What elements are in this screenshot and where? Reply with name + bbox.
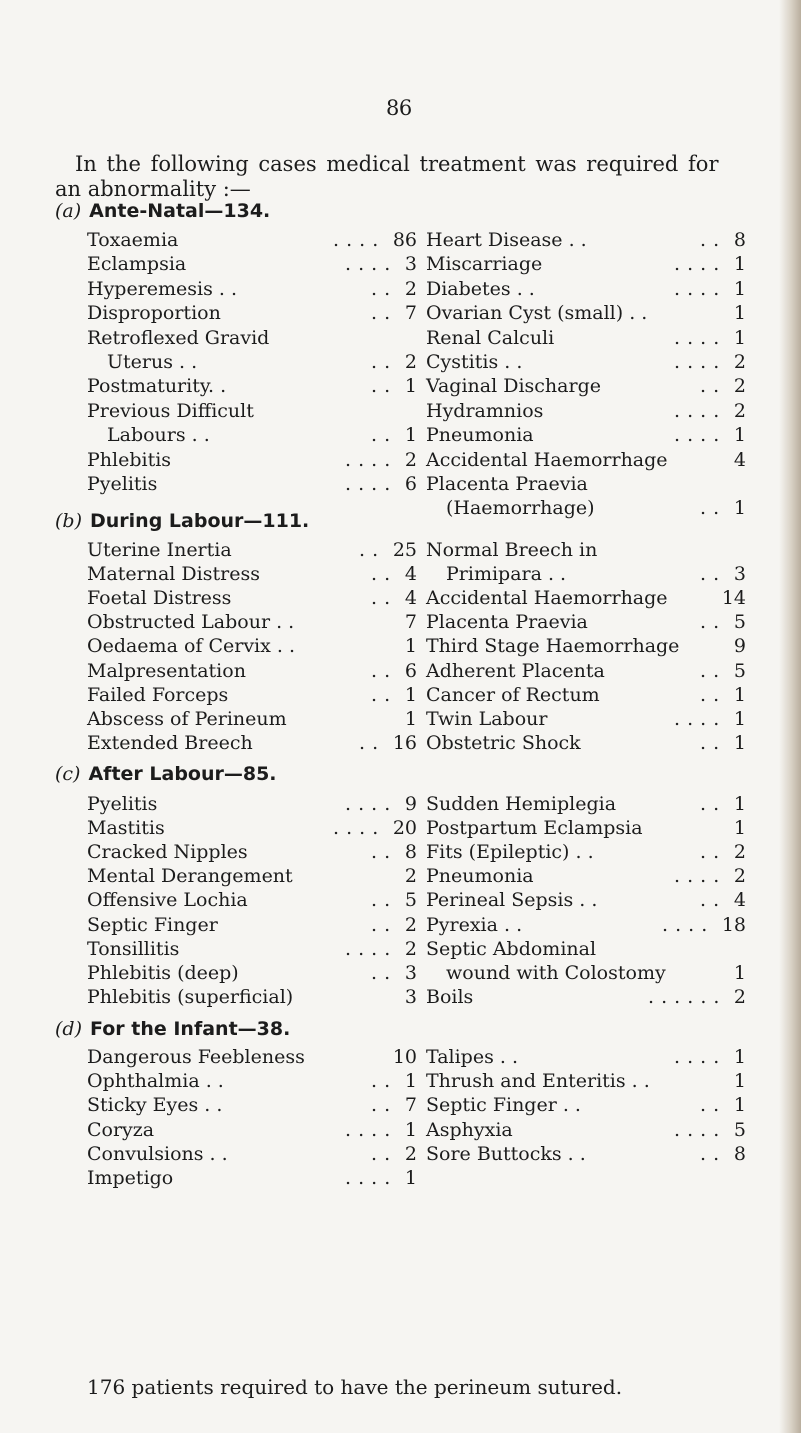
row-value: 4 — [733, 889, 746, 912]
row-label: Septic Abdominal — [426, 937, 597, 960]
row-label: Malpresentation — [87, 659, 246, 682]
row-label: Primipara . . — [446, 563, 567, 586]
row-value: 4 — [404, 563, 417, 586]
row-value: 1 — [733, 731, 746, 754]
row-label: Asphyxia — [426, 1118, 513, 1141]
row-leader-dots: . . . . — [345, 448, 391, 471]
row-leader-dots: . . . . — [674, 865, 720, 888]
row-value: 1 — [404, 707, 417, 730]
row-label: Offensive Lochia — [87, 889, 248, 912]
section-letter: (c) — [55, 763, 81, 785]
row-value: 9 — [404, 793, 417, 815]
row-leader-dots: . . . . — [662, 913, 708, 936]
row-value: 6 — [404, 659, 417, 682]
row-label: Accidental Haemorrhage — [426, 448, 668, 471]
row-label: Normal Breech in — [426, 539, 598, 561]
row-label: Sticky Eyes . . — [87, 1094, 223, 1117]
row-leader-dots: . . . . — [345, 793, 391, 815]
row-value: 2 — [404, 865, 417, 888]
row-leader-dots: . . . . — [674, 707, 720, 730]
row-label: wound with Colostomy — [446, 961, 666, 984]
row-leader-dots: . . — [371, 277, 391, 300]
page-number: 86 — [386, 96, 412, 120]
row-leader-dots: . . — [700, 731, 720, 754]
row-label: Cracked Nipples — [87, 841, 248, 864]
row-value: 1 — [733, 253, 746, 276]
row-value: 2 — [733, 351, 746, 373]
row-label: Pyrexia . . — [426, 913, 523, 936]
row-label: Tonsillitis — [87, 937, 180, 960]
row-label: Hyperemesis . . — [87, 277, 238, 300]
row-label: Septic Finger . . — [426, 1094, 581, 1117]
row-label: Labours . . — [107, 424, 210, 447]
row-leader-dots: . . . . — [674, 424, 720, 447]
row-leader-dots: . . . . — [333, 229, 379, 251]
row-label: Uterine Inertia — [87, 539, 232, 561]
section-title — [55, 200, 270, 222]
row-label: Dangerous Feebleness — [87, 1046, 305, 1068]
row-leader-dots: . . . . — [345, 253, 391, 276]
row-leader-dots: . . — [700, 1142, 720, 1165]
row-label: Postmaturity. . — [87, 375, 227, 398]
row-value: 1 — [733, 424, 746, 447]
row-leader-dots: . . . . . . — [648, 985, 720, 1008]
row-value: 86 — [392, 229, 417, 251]
row-value: 20 — [392, 817, 417, 840]
row-label: Postpartum Eclampsia — [426, 817, 643, 840]
row-leader-dots: . . — [371, 424, 391, 447]
row-value: 5 — [733, 659, 746, 682]
row-value: 4 — [404, 587, 417, 610]
row-label: Obstructed Labour . . — [87, 611, 295, 634]
row-label: Placenta Praevia — [426, 611, 588, 634]
row-value: 2 — [404, 937, 417, 960]
row-value: 1 — [733, 497, 746, 520]
row-label: Vaginal Discharge — [426, 375, 601, 398]
row-leader-dots: . . — [700, 1094, 720, 1117]
row-label: Oedaema of Cervix . . — [87, 635, 295, 658]
page-edge-shadow — [779, 0, 801, 1433]
row-value: 1 — [733, 277, 746, 300]
row-value: 1 — [733, 707, 746, 730]
row-label: Phlebitis (superficial) — [87, 985, 294, 1008]
row-leader-dots: . . . . — [674, 277, 720, 300]
row-label: Impetigo — [87, 1167, 174, 1189]
section-letter: (a) — [55, 200, 82, 222]
row-value: 8 — [733, 1142, 746, 1165]
row-leader-dots: . . — [700, 659, 720, 682]
row-value: 7 — [404, 611, 417, 634]
row-value: 2 — [404, 913, 417, 936]
row-value: 25 — [392, 539, 417, 561]
row-value: 3 — [404, 985, 417, 1008]
row-leader-dots: . . — [371, 375, 391, 398]
row-value: 1 — [733, 1046, 746, 1068]
row-value: 5 — [404, 889, 417, 912]
row-label: Sudden Hemiplegia — [426, 793, 617, 815]
row-value: 2 — [733, 865, 746, 888]
row-value: 18 — [721, 913, 746, 936]
row-value: 2 — [404, 277, 417, 300]
row-leader-dots: . . — [700, 375, 720, 398]
row-label: Abscess of Perineum — [87, 707, 287, 730]
row-label: Pyelitis — [87, 473, 158, 495]
row-leader-dots: . . — [371, 961, 391, 984]
row-leader-dots: . . . . — [674, 326, 720, 349]
row-value: 1 — [733, 817, 746, 840]
row-leader-dots: . . — [371, 659, 391, 682]
row-value: 1 — [404, 1118, 417, 1141]
row-value: 8 — [733, 229, 746, 251]
row-value: 6 — [404, 473, 417, 495]
row-value: 5 — [733, 1118, 746, 1141]
row-value: 1 — [733, 302, 746, 325]
row-label: Ophthalmia . . — [87, 1070, 224, 1093]
row-label: Sore Buttocks . . — [426, 1142, 586, 1165]
row-label: Phlebitis (deep) — [87, 961, 239, 984]
row-label: Thrush and Enteritis . . — [426, 1070, 650, 1093]
row-value: 2 — [404, 448, 417, 471]
row-value: 2 — [404, 1142, 417, 1165]
row-value: 16 — [392, 731, 417, 754]
section-heading: For the Infant—38. — [90, 1018, 291, 1040]
row-value: 9 — [733, 635, 746, 658]
section-heading: Ante-Natal—134. — [89, 200, 271, 222]
row-label: Mental Derangement — [87, 865, 293, 888]
row-value: 7 — [404, 1094, 417, 1117]
row-leader-dots: . . — [371, 351, 391, 373]
row-leader-dots: . . — [359, 539, 379, 561]
row-label: Heart Disease . . — [426, 229, 587, 251]
section-heading: During Labour—111. — [90, 510, 310, 532]
row-leader-dots: . . . . — [674, 1046, 720, 1068]
row-label: Pneumonia — [426, 424, 534, 447]
row-leader-dots: . . — [700, 793, 720, 815]
row-leader-dots: . . — [371, 1142, 391, 1165]
row-value: 2 — [404, 351, 417, 373]
row-leader-dots: . . — [700, 563, 720, 586]
row-value: 1 — [404, 1070, 417, 1093]
row-label: Toxaemia — [87, 229, 179, 251]
row-value: 1 — [733, 683, 746, 706]
row-label: Obstetric Shock — [426, 731, 581, 754]
section-letter: (d) — [55, 1018, 82, 1040]
row-label: Talipes . . — [426, 1046, 518, 1068]
row-leader-dots: . . . . — [674, 253, 720, 276]
row-label: Twin Labour — [426, 707, 548, 730]
row-value: 3 — [404, 961, 417, 984]
row-label: Extended Breech — [87, 731, 253, 754]
row-value: 2 — [733, 375, 746, 398]
row-value: 1 — [404, 424, 417, 447]
row-leader-dots: . . . . — [345, 1118, 391, 1141]
row-value: 1 — [404, 683, 417, 706]
row-leader-dots: . . — [371, 889, 391, 912]
footer-note: 176 patients required to have the perineum sutured. — [87, 1375, 623, 1399]
row-value: 1 — [733, 326, 746, 349]
row-value: 8 — [404, 841, 417, 864]
row-leader-dots: . . . . — [674, 399, 720, 422]
row-leader-dots: . . — [700, 611, 720, 634]
row-leader-dots: . . — [371, 302, 391, 325]
row-value: 7 — [404, 302, 417, 325]
row-value: 1 — [733, 1070, 746, 1093]
row-value: 3 — [733, 563, 746, 586]
section-letter: (b) — [55, 510, 82, 532]
row-label: Previous Difficult — [87, 399, 254, 422]
row-value: 2 — [733, 841, 746, 864]
row-label: Hydramnios — [426, 399, 544, 422]
row-label: Miscarriage — [426, 253, 543, 276]
row-value: 3 — [404, 253, 417, 276]
row-leader-dots: . . — [371, 563, 391, 586]
row-label: Boils — [426, 985, 474, 1008]
row-label: Pneumonia — [426, 865, 534, 888]
row-leader-dots: . . — [371, 1094, 391, 1117]
row-label: Accidental Haemorrhage — [426, 587, 668, 610]
row-label: Retroflexed Gravid — [87, 326, 270, 349]
row-leader-dots: . . — [700, 229, 720, 251]
row-leader-dots: . . . . — [345, 1167, 391, 1189]
row-label: Cystitis . . — [426, 351, 523, 373]
row-leader-dots: . . — [700, 683, 720, 706]
row-label: Adherent Placenta — [426, 659, 605, 682]
row-value: 1 — [733, 1094, 746, 1117]
row-leader-dots: . . — [371, 1070, 391, 1093]
row-label: Diabetes . . — [426, 277, 535, 300]
section-heading: After Labour—85. — [88, 763, 277, 785]
row-leader-dots: . . — [371, 913, 391, 936]
row-leader-dots: . . . . — [674, 1118, 720, 1141]
row-label: Coryza — [87, 1118, 155, 1141]
row-leader-dots: . . . . — [333, 817, 379, 840]
row-value: 2 — [733, 399, 746, 422]
row-leader-dots: . . . . — [345, 937, 391, 960]
row-value: 1 — [404, 635, 417, 658]
row-label: Mastitis — [87, 817, 165, 840]
row-value: 1 — [404, 1167, 417, 1189]
row-label: Placenta Praevia — [426, 473, 588, 495]
row-leader-dots: . . — [371, 841, 391, 864]
row-label: (Haemorrhage) — [446, 497, 595, 520]
section-title — [55, 510, 309, 532]
row-label: Foetal Distress — [87, 587, 232, 610]
row-value: 1 — [733, 961, 746, 984]
row-leader-dots: . . — [359, 731, 379, 754]
row-label: Cancer of Rectum — [426, 683, 600, 706]
row-label: Convulsions . . — [87, 1142, 228, 1165]
row-leader-dots: . . . . — [345, 473, 391, 495]
row-label: Phlebitis — [87, 448, 172, 471]
row-label: Maternal Distress — [87, 563, 260, 586]
row-label: Third Stage Haemorrhage — [426, 635, 680, 658]
row-leader-dots: . . — [700, 497, 720, 520]
row-value: 1 — [733, 793, 746, 815]
row-leader-dots: . . — [371, 683, 391, 706]
row-label: Eclampsia — [87, 253, 187, 276]
row-label: Uterus . . — [107, 351, 198, 373]
row-leader-dots: . . . . — [674, 351, 720, 373]
row-label: Septic Finger — [87, 913, 218, 936]
intro-line-1: In the following cases medical treatment was required for — [75, 152, 719, 176]
row-label: Ovarian Cyst (small) . . — [426, 302, 648, 325]
row-value: 5 — [733, 611, 746, 634]
row-leader-dots: . . — [700, 841, 720, 864]
row-value: 14 — [721, 587, 746, 610]
row-value: 2 — [733, 985, 746, 1008]
section-title — [55, 763, 277, 785]
row-label: Pyelitis — [87, 793, 158, 815]
row-label: Disproportion — [87, 302, 221, 325]
section-title — [55, 1018, 290, 1040]
row-value: 4 — [733, 448, 746, 471]
row-leader-dots: . . — [700, 889, 720, 912]
row-label: Renal Calculi — [426, 326, 555, 349]
row-label: Fits (Epileptic) . . — [426, 841, 594, 864]
row-label: Failed Forceps — [87, 683, 229, 706]
row-label: Perineal Sepsis . . — [426, 889, 598, 912]
row-leader-dots: . . — [371, 587, 391, 610]
row-value: 10 — [392, 1046, 417, 1068]
row-value: 1 — [404, 375, 417, 398]
intro-line-2: an abnormality :— — [55, 177, 251, 201]
